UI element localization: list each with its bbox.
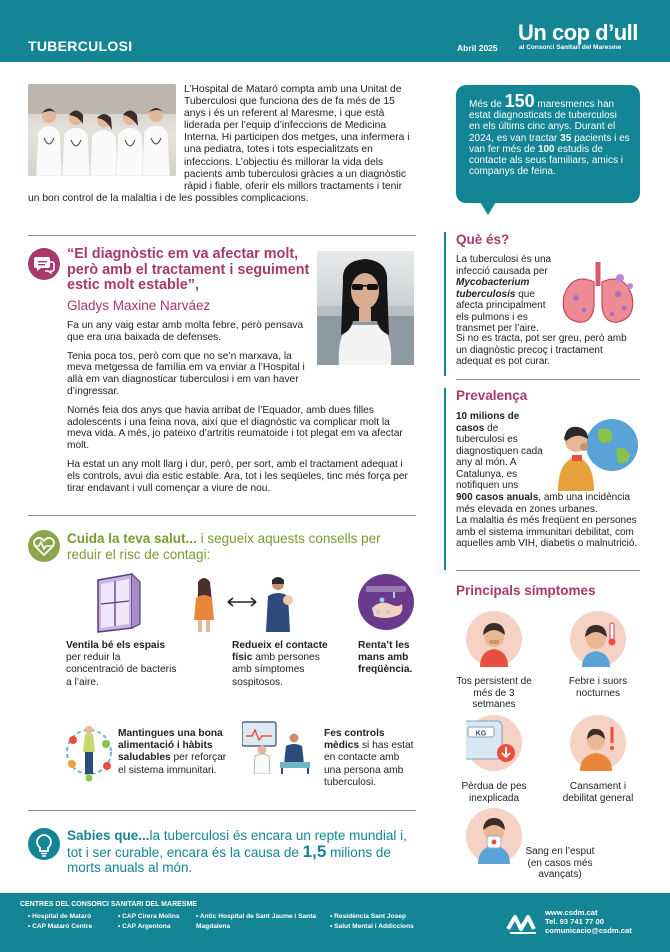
medical-checkup-icon xyxy=(242,718,316,774)
footer-title: CENTRES DEL CONSORCI SANITARI DEL MARESME xyxy=(20,901,197,908)
section-bar xyxy=(444,388,446,570)
tip-medical-checks xyxy=(324,728,418,789)
sabies-text-2: milions de morts anuals al món. xyxy=(67,844,391,875)
testimonial-author: Gladys Maxine Narváez xyxy=(67,298,211,313)
tip-bold: Renta’t les mans amb freqüència. xyxy=(358,640,413,676)
footer-centre-label: Hospital de Mataró xyxy=(32,913,92,920)
tip-rest: si has estat en contacte amb una persona amb tuberculosi. xyxy=(324,740,414,788)
intro-paragraph xyxy=(28,84,414,205)
tip-bold: Redueix el contacte físic xyxy=(232,640,328,664)
tip-healthy-food xyxy=(118,728,232,777)
distance-people-icon xyxy=(186,572,298,634)
que-es-text xyxy=(456,254,556,335)
testimonial-paragraph: Fa un any vaig estar amb molta febre, però pensava que era una baixada de defenses. xyxy=(67,320,304,343)
prevalenca-text-1: de tuberculosi es diagnostiquen cada any al món. A Catalunya, es notifiquen uns xyxy=(456,422,543,491)
symptom-cough: Tos persistent de més de 3 setmanes xyxy=(456,676,532,710)
handwash-icon xyxy=(358,574,414,630)
footer-centre-label: CAP Cirera Molins xyxy=(122,913,180,920)
cuida-title xyxy=(67,531,413,562)
symptom-fever: Febre i suors nocturnes xyxy=(568,676,628,699)
bloody-sputum-icon xyxy=(466,808,522,864)
footer-centres-col-1 xyxy=(28,912,92,931)
csdm-logo-icon xyxy=(506,913,540,935)
footer-centre[interactable]: • CAP Argentona xyxy=(118,922,171,930)
sabies-number: 1,5 xyxy=(302,841,327,861)
intro-text: L’Hospital de Mataró compta amb una Unitat de Tuberculosi que funciona des de fa més de 15 anys i és un referent al Maresme, i que està liderada per l’equip d’infeccions de Medicina Interna. Hi participen dos metges, una infermera i una pediatra, totes i tots especialitzats en infeccions. L’objectiu és millorar la vida dels pacients amb tuberculosi gràcies a un diagnòstic ràpid i fiable, oferir els millors tractaments i tenir un bon control de la malaltia i de les possibles complicacions. xyxy=(28,84,410,204)
symptom-fatigue: Cansament i debilitat general xyxy=(562,781,634,804)
tip-ventilate xyxy=(66,640,178,689)
testimonial-paragraph: Tenia poca tos, però com que no se’n marxava, la meva metgessa de família em va enviar a l’Hospital i allà em van diagnosticar tuberculosi i em van haver d’ingressar. xyxy=(67,350,305,397)
tip-bold: Mantingues una bona alimentació i hàbits saludables xyxy=(118,728,223,764)
footer-centres-col-2 xyxy=(118,912,180,931)
cuida-title-rest: i segueix aquests consells per reduir el risc de contagi: xyxy=(67,531,381,562)
cuida-title-bold: Cuida la teva salut... xyxy=(67,531,197,546)
section-bar xyxy=(444,232,446,376)
weight-loss-icon xyxy=(466,715,522,771)
que-es-text-3: Si no es tracta, pot ser greu, però amb un diagnòstic precoç i tractament adequat es pot curar. xyxy=(456,333,627,367)
footer-website-link[interactable]: www.csdm.cat xyxy=(545,908,598,917)
footer-centres-col-3 xyxy=(196,912,328,931)
divider xyxy=(456,570,640,571)
healthy-food-icon xyxy=(64,718,114,786)
sabies-text-1: la tuberculosi és encara un repte mundial i, tot i ser curable, encara és la causa de xyxy=(67,828,407,860)
testimonial-body xyxy=(67,320,415,501)
divider xyxy=(456,379,640,380)
stats-number-150: 150 xyxy=(504,91,535,111)
prevalenca-text xyxy=(456,411,548,492)
window-icon xyxy=(92,572,142,634)
testimonial-paragraph: Només feia dos anys que havia arribat de l’Equador, amb dues filles adolescents i una feina nova, així que el diagnòstic va complicar molt la meva vida. A més, jo pateixo d’artritis reumatoide i tot plegat em va afectar molt. xyxy=(67,404,403,452)
divider xyxy=(28,515,416,516)
testimonial-quote: “El diagnòstic em va afectar molt, però amb el tractament i seguiment estic molt estable”, xyxy=(67,246,310,293)
lightbulb-icon xyxy=(28,828,60,860)
tip-rest: amb persones amb símptomes sospitosos. xyxy=(232,652,320,688)
footer xyxy=(0,893,670,952)
newsletter-brand-subtitle: al Consorci Sanitari del Maresme xyxy=(519,44,622,51)
lungs-icon xyxy=(556,258,640,328)
simptomes-heading: Principals símptomes xyxy=(456,583,596,598)
footer-centre-label: CAP Mataró Centre xyxy=(32,922,93,930)
tip-rest: per reduir la concentració de bacteris a l’aire. xyxy=(66,652,177,688)
footer-contact xyxy=(545,908,632,936)
stats-bubble xyxy=(456,85,640,203)
prevalenca-bold-2: 900 casos anuals xyxy=(456,492,539,503)
footer-centre[interactable]: • CAP Cirera Molins xyxy=(118,913,180,920)
footer-centre[interactable]: • Residència Sant Josep xyxy=(330,913,406,920)
tip-rest: per reforçar el sistema immunitari. xyxy=(118,752,227,776)
fatigue-icon xyxy=(570,715,626,771)
que-es-text-1: La tuberculosi és una infecció causada per xyxy=(456,254,552,277)
footer-centres-col-4 xyxy=(330,912,414,931)
footer-centre[interactable]: • CAP Mataró Centre xyxy=(28,922,93,930)
prevalenca-text-2 xyxy=(456,492,640,515)
stats-number-35: 35 xyxy=(560,132,572,144)
footer-centre-label: Antic Hospital de Sant Jaume i Santa Magdalena xyxy=(196,913,317,930)
stats-text-2: maresmencs han estat diagnosticats de tuberculosi en els últims cinc anys. Durant el 2024, es van tractar xyxy=(469,99,617,144)
stats-number-100: 100 xyxy=(537,143,555,155)
issue-date: Abril 2025 xyxy=(457,43,498,53)
stats-text-3: pacients i es van fer més de xyxy=(469,132,630,155)
prevalenca-bold-1: 10 milions de casos xyxy=(456,411,520,434)
bacteria-name: Mycobacterium tuberculosis xyxy=(456,277,530,300)
tip-bold: Fes controls mèdics xyxy=(324,728,385,752)
footer-centre-label: CAP Argentona xyxy=(122,922,171,930)
testimonial-paragraph: Ha estat un any molt llarg i dur, però, per sort, amb el tractament adequat i els controls, avui dia estic estable. Ara, tot i les seqüeles, tinc més força per tirar endavant i vull començar a viure de nou. xyxy=(67,458,408,494)
prevalenca-text-2: , amb una incidència més elevada en zones urbanes. xyxy=(456,492,631,515)
footer-centre[interactable]: • Hospital de Mataró xyxy=(28,913,92,920)
prevalenca-text-3: La malaltia és més freqüent en persones amb el sistema immunitari debilitat, com aquelles amb VIH, diabetis o malnutrició. xyxy=(456,515,638,549)
fever-icon xyxy=(570,611,626,667)
chat-bubble-icon xyxy=(28,248,60,280)
did-you-know xyxy=(67,828,417,876)
symptom-weight-loss: Pèrdua de pes inexplicada xyxy=(461,781,527,804)
newsletter-brand: Un cop d’ull xyxy=(518,20,638,45)
que-es-text-2: que afecta principalment els pulmons i es transmet per l’aire. xyxy=(456,288,546,334)
prevalenca-heading: Prevalença xyxy=(456,388,528,403)
scale-kg-label: KG xyxy=(475,730,487,738)
tip-reduce-contact xyxy=(232,640,342,689)
sabies-bold: Sabies que... xyxy=(67,828,150,843)
divider xyxy=(28,810,416,811)
que-es-heading: Què és? xyxy=(456,232,510,247)
tip-bold: Ventila bé els espais xyxy=(66,640,166,651)
footer-centre-label: Residència Sant Josep xyxy=(334,913,406,920)
footer-centre-label: Salut Mental i Addiccions xyxy=(334,922,414,930)
divider xyxy=(28,235,416,236)
stats-text-1: Més de xyxy=(469,99,502,110)
cough-icon xyxy=(466,611,522,667)
tip-wash-hands xyxy=(358,640,416,677)
footer-phone: Tel. 93 741 77 00 xyxy=(545,917,604,927)
header-bar xyxy=(0,0,670,62)
footer-email-link[interactable]: comunicacio@csdm.cat xyxy=(545,926,632,936)
stats-text-4: estudis de contacte als seus familiars, amics i companys de feina. xyxy=(469,143,623,178)
symptom-bloody-sputum: Sang en l’esput (en casos més avançats) xyxy=(525,846,595,880)
footer-centre[interactable]: • Antic Hospital de Sant Jaume i Santa Magdalena xyxy=(196,913,317,930)
footer-centre[interactable]: • Salut Mental i Addiccions xyxy=(330,922,414,930)
heart-pulse-icon xyxy=(28,530,60,562)
coughing-person-icon xyxy=(554,415,640,491)
page-title: TUBERCULOSI xyxy=(28,38,133,54)
